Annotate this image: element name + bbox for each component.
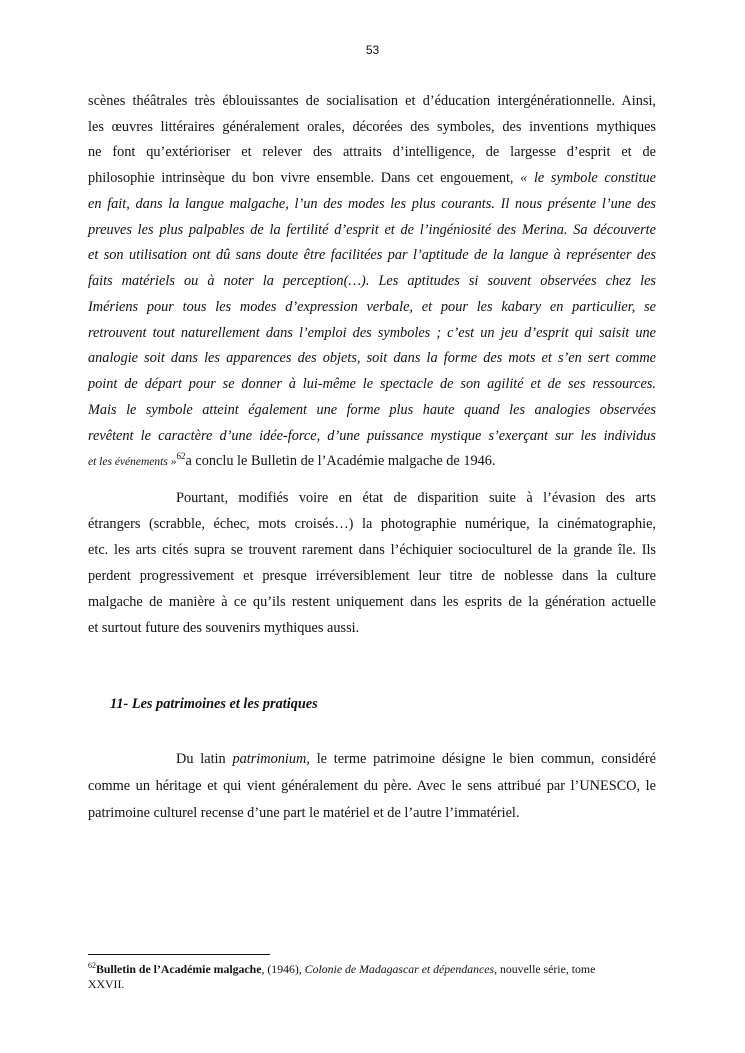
footnote-year: , (1946), — [261, 962, 305, 976]
footnote-volume: XXVII. — [88, 977, 125, 991]
footnote-source: Bulletin de l’Académie malgache — [96, 962, 262, 976]
quote-line: analogie soit dans les apparences des objets, soit dans la forme des mots et s’en sert comme — [88, 350, 656, 366]
quote-end: et les événements » — [88, 456, 177, 468]
text-fragment: philosophie intrinsèque du bon vivre ensemble. Dans cet engouement, — [88, 170, 521, 186]
footnote-series: nouvelle série, tome — [497, 962, 596, 976]
footnote-reference: 62 — [176, 451, 186, 461]
footnote — [88, 962, 656, 977]
text-line: comme un héritage et qui vient généralement du père. Avec le sens attribué par l’UNESCO, le — [88, 778, 656, 794]
text-line: scènes théâtrales très éblouissantes de socialisation et d’éducation intergénérationnelle. Ainsi, — [88, 93, 656, 109]
text-line: etc. les arts cités supra se trouvent rarement dans l’échiquier socioculturel de la grande île. Ils — [88, 542, 656, 558]
quote-line: en fait, dans la langue malgache, l’un des modes les plus courants. Il nous présente l’une des — [88, 196, 656, 212]
text-line: Pourtant, modifiés voire en état de disparition suite à l’évasion des arts — [176, 490, 656, 506]
quote-line: revêtent le caractère d’une idée-force, d’une puissance mystique s’exerçant sur les individus — [88, 428, 656, 444]
footnote-number: 62 — [88, 961, 96, 970]
quote-line: et son utilisation ont dû sans doute être facilitées par l’aptitude de la langue à représenter des — [88, 247, 656, 263]
text-line: étrangers (scrabble, échec, mots croisés…) la photographie numérique, la cinématographie, — [88, 516, 656, 532]
text-fragment: Du latin — [176, 751, 233, 767]
text-line — [176, 750, 656, 768]
latin-term: patrimonium, — [232, 751, 310, 767]
text-fragment: a conclu le Bulletin de l’Académie malgache de 1946. — [185, 453, 496, 469]
text-line: perdent progressivement et presque irréversiblement leur titre de noblesse dans la culture — [88, 568, 656, 584]
text-line: patrimoine culturel recense d’une part le matériel et de l’autre l’immatériel. — [88, 805, 520, 821]
text-line: les œuvres littéraires généralement orales, décorées des symboles, des inventions mythiques — [88, 119, 656, 135]
section-heading: 11- Les patrimoines et les pratiques — [110, 696, 318, 712]
text-line — [88, 452, 656, 471]
text-line: malgache de manière à ce qu’ils restent uniquement dans les esprits de la génération actuelle — [88, 594, 656, 610]
footnote-divider — [88, 954, 270, 955]
text-line — [88, 169, 656, 187]
quote-line: faits matériels ou à noter la perception(…). Les aptitudes si souvent observées chez les — [88, 273, 656, 289]
quote-line: Imériens pour tous les modes d’expression verbale, et pour les kabary en particulier, se — [88, 299, 656, 315]
quote-line: preuves les plus palpables de la fertilité d’esprit et de l’ingéniosité des Merina. Sa découverte — [88, 222, 656, 238]
text-fragment: le terme patrimoine désigne le bien commun, considéré — [309, 751, 656, 767]
quote-start: « le symbole constitue — [520, 170, 656, 186]
footnote-publication: Colonie de Madagascar et dépendances, — [304, 962, 498, 976]
text-line: ne font qu’extérioriser et relever des attraits d’intelligence, de largesse d’esprit et de — [88, 144, 656, 160]
text-line: et surtout future des souvenirs mythiques aussi. — [88, 620, 360, 636]
page-number: 53 — [365, 43, 380, 57]
quote-line: retrouvent tout naturellement dans l’emploi des symboles ; c’est un jeu d’esprit qui saisit une — [88, 325, 656, 341]
quote-line: Mais le symbole atteint également une forme plus haute quand les analogies observées — [88, 402, 656, 418]
quote-line: point de départ pour se donner à lui-même le spectacle de son agilité et de ses ressources. — [88, 376, 656, 392]
